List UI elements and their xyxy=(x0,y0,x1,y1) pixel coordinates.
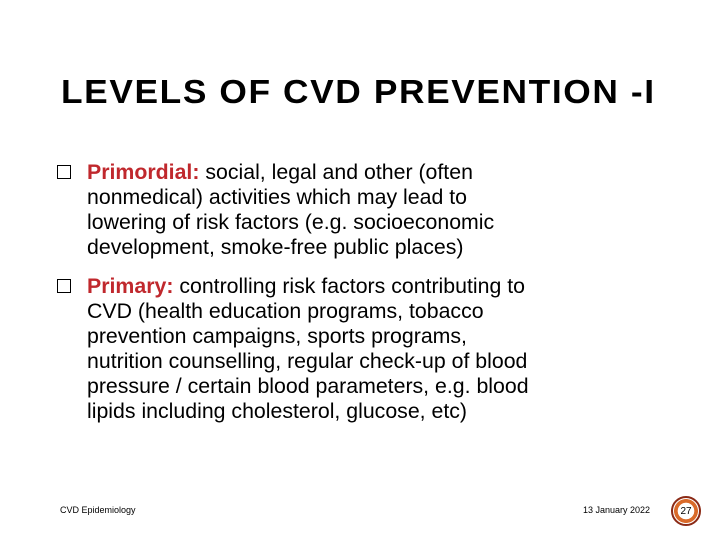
bullet-line: CVD (health education programs, tobacco xyxy=(87,299,484,323)
page-number-badge xyxy=(671,496,701,526)
bullet-term: Primordial: xyxy=(87,160,200,184)
bullet-text: controlling risk factors contributing to xyxy=(173,274,525,298)
slide-title: LEVELS OF CVD PREVENTION -I xyxy=(61,73,656,110)
bullet-line: pressure / certain blood parameters, e.g. blood xyxy=(87,374,529,398)
bullet-line: development, smoke-free public places) xyxy=(87,235,464,259)
bullet-term: Primary: xyxy=(87,274,174,298)
bullet-line: nonmedical) activities which may lead to xyxy=(87,185,467,209)
footer-course-label: CVD Epidemiology xyxy=(60,505,136,515)
bullet-line: prevention campaigns, sports programs, xyxy=(87,324,467,348)
bullet-primary xyxy=(53,274,653,424)
bullet-line: lowering of risk factors (e.g. socioeconomic xyxy=(87,210,495,234)
bullet-list xyxy=(53,160,653,438)
bullet-line xyxy=(87,160,653,185)
bullet-line: nutrition counselling, regular check-up of blood xyxy=(87,349,528,373)
bullet-line: lipids including cholesterol, glucose, etc) xyxy=(87,399,467,423)
page-number: 27 xyxy=(680,505,692,517)
bullet-text: social, legal and other (often xyxy=(199,160,473,184)
footer-date: 13 January 2022 xyxy=(583,505,651,515)
checkbox-bullet-icon xyxy=(57,279,71,293)
bullet-line xyxy=(87,274,653,299)
bullet-primordial xyxy=(53,160,653,260)
checkbox-bullet-icon xyxy=(57,165,71,179)
